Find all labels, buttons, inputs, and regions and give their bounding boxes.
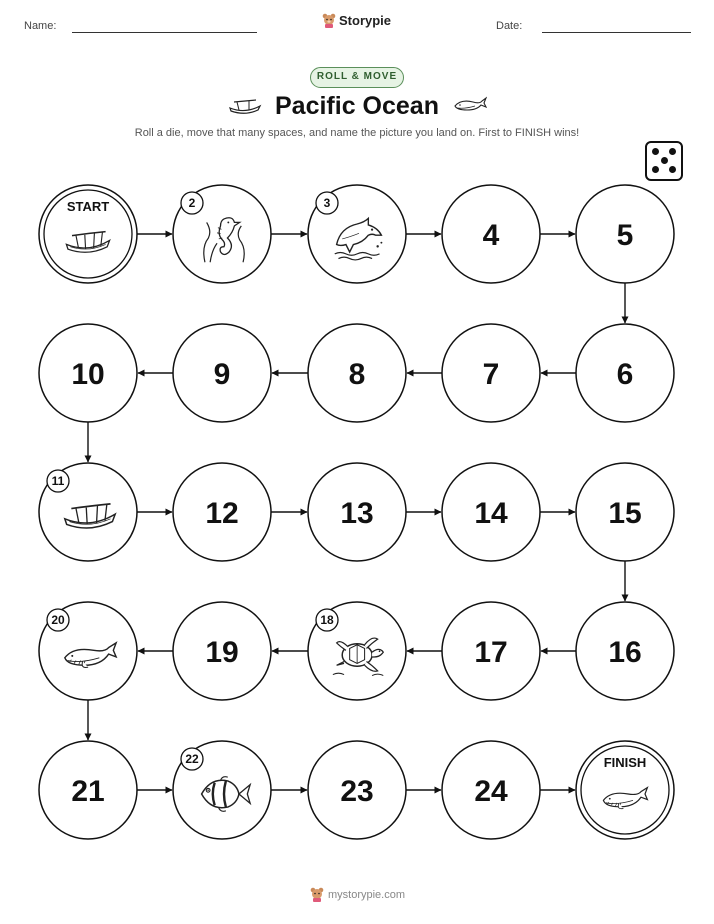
space-20	[39, 602, 137, 700]
space-number: 23	[340, 775, 374, 808]
space-12	[173, 463, 271, 561]
space-4	[442, 185, 540, 283]
space-number: 9	[213, 358, 231, 391]
brand-name: Storypie	[339, 13, 392, 28]
footer-url: mystorypie.com	[328, 888, 406, 901]
bear-icon	[310, 887, 324, 902]
space-number: 7	[482, 358, 500, 391]
space-10	[39, 324, 137, 422]
space-14	[442, 463, 540, 561]
space-number: 14	[474, 497, 508, 530]
space-19	[173, 602, 271, 700]
space-number: 16	[608, 636, 642, 669]
footer	[310, 887, 405, 902]
finish-label: FINISH	[603, 755, 647, 770]
space-number: 11	[51, 474, 65, 488]
space-number: 20	[51, 613, 65, 627]
space-15	[576, 463, 674, 561]
space-number: 6	[616, 358, 634, 391]
space-number: 24	[474, 775, 508, 808]
page-title: Pacific Ocean	[275, 92, 439, 120]
space-3	[308, 185, 406, 283]
space-18	[308, 602, 406, 700]
space-5	[576, 185, 674, 283]
space-2	[173, 185, 271, 283]
space-number: 4	[482, 219, 500, 252]
date-label: Date:	[496, 20, 523, 32]
space-number: 13	[340, 497, 374, 530]
space-21	[39, 741, 137, 839]
space-number: 15	[608, 497, 642, 530]
space-number: 18	[320, 613, 334, 627]
space-16	[576, 602, 674, 700]
finish-space	[576, 741, 674, 839]
roll-and-move-badge: ROLL & MOVE	[310, 67, 404, 88]
space-number: 12	[205, 497, 239, 530]
space-number: 22	[185, 752, 199, 766]
space-13	[308, 463, 406, 561]
space-22	[173, 741, 271, 839]
space-9	[173, 324, 271, 422]
space-24	[442, 741, 540, 839]
start-label: START	[66, 199, 110, 214]
space-11	[39, 463, 137, 561]
space-number: 17	[474, 636, 508, 669]
space-number: 2	[188, 196, 196, 210]
space-23	[308, 741, 406, 839]
space-8	[308, 324, 406, 422]
board-spaces	[39, 185, 674, 839]
space-number: 3	[323, 196, 331, 210]
start-space	[39, 185, 137, 283]
name-label: Name:	[24, 20, 57, 32]
space-number: 8	[348, 358, 366, 391]
space-number: 21	[71, 775, 105, 808]
space-17	[442, 602, 540, 700]
space-7	[442, 324, 540, 422]
space-number: 5	[616, 219, 634, 252]
space-number: 19	[205, 636, 239, 669]
instructions: Roll a die, move that many spaces, and name the picture you land on. First to FINISH wins!	[134, 127, 580, 139]
space-6	[576, 324, 674, 422]
space-number: 10	[71, 358, 105, 391]
